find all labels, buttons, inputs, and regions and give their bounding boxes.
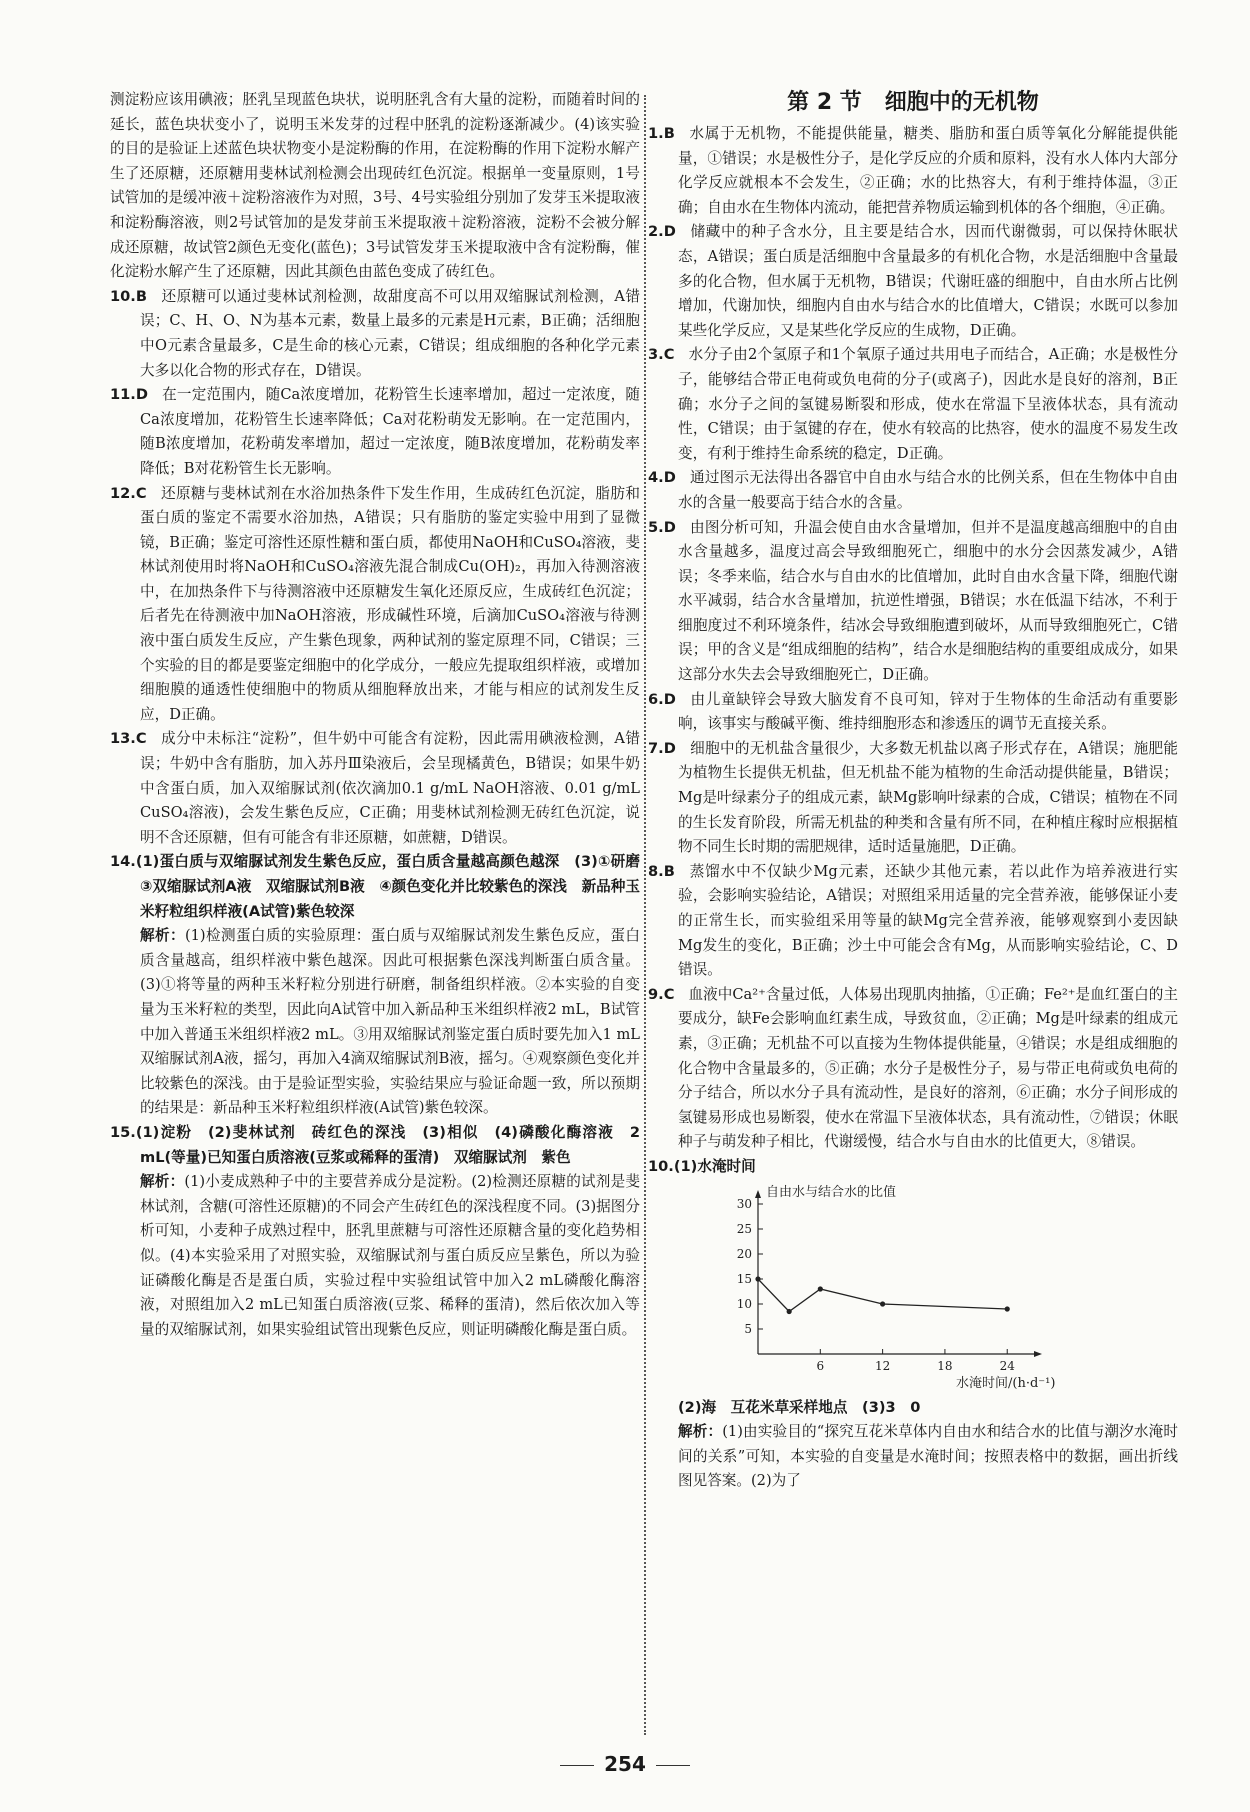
left-column: [110, 88, 655, 1342]
answer-item-r10: 10.(1)水淹时间: [648, 1157, 756, 1175]
answer-item-10: 10.B 还原糖可以通过斐林试剂检测，故甜度高不可以用双缩脲试剂检测，A错误；C、H、O、N为基本元素，数量上最多的元素是H元素，B正确；活细胞中O元素含量最多，C是生命的核心元素，C错误；组成细胞的各种化学元素大多以化合物的形式存在，D错误。: [110, 287, 640, 379]
data-point: [880, 1301, 885, 1306]
line-chart-svg: [708, 1182, 1078, 1392]
left-answer-items: [110, 285, 640, 851]
section-number: 第 2 节: [787, 90, 862, 115]
continued-paragraph: 测淀粉应该用碘液；胚乳呈现蓝色块状，说明胚乳含有大量的淀粉，而随着时间的延长，蓝色块状变小了，说明玉米发芽的过程中胚乳的淀粉逐渐减少。(4)该实验的目的是验证上述蓝色块状物变小是淀粉酶的作用，在淀粉酶的作用下淀粉水解产生了还原糖，还原糖用斐林试剂检测会出现砖红色沉淀。根据单一变量原则，1号试管加的是缓冲液＋淀粉溶液作为对照，3号、4号实验组分别加了发芽玉米提取液和淀粉酶溶液，则2号试管加的是发芽前玉米提取液＋淀粉溶液，淀粉不会被分解成还原糖，故试管2颜色无变化(蓝色)；3号试管发芽玉米提取液中含有淀粉酶，催化淀粉水解产生了还原糖，因此其颜色由蓝色变成了砖红色。: [110, 91, 640, 281]
page-number: 254: [0, 1752, 1250, 1776]
answer-item-r5: 5.D 由图分析可知，升温会使自由水含量增加，但并不是温度越高细胞中的自由水含量越多，温度过高会导致细胞死亡，细胞中的水分会因蒸发减少，A错误；冬季来临，结合水与自由水的比值增加，此时自由水含量下降，细胞代谢水平减弱，结合水含量增加，抗逆性增强，B错误；水在低温下结冰，不利于细胞度过不利环境条件，结冰会导致细胞遭到破坏，从而导致细胞死亡，C错误；甲的含义是“组成细胞的结构”，结合水是细胞结构的重要组成成分，如果这部分水失去会导致细胞死亡，D正确。: [648, 518, 1178, 684]
data-point: [787, 1308, 792, 1313]
line-chart: [708, 1182, 1078, 1392]
answer-item-11: 11.D 在一定范围内，随Ca浓度增加，花粉管生长速率增加，超过一定浓度，随Ca浓度增加，花粉管生长速率降低；Ca对花粉萌发无影响。在一定范围内，随B浓度增加，花粉萌发率增加，超过一定浓度，随B浓度增加，花粉萌发率降低；B对花粉管生长无影响。: [110, 386, 640, 477]
answer-item-15: 15.(1)淀粉 (2)斐林试剂 砖红色的深浅 (3)相似 (4)磷酸化酶溶液 2 mL(等量)已知蛋白质溶液(豆浆或稀释的蛋清) 双缩脲试剂 紫色: [110, 1123, 640, 1166]
x-tick-label: 24: [999, 1358, 1015, 1373]
x-tick-label: 6: [816, 1358, 825, 1373]
y-tick-label: 30: [736, 1196, 752, 1211]
answer-item-r4: 4.D 通过图示无法得出各器官中自由水与结合水的比例关系，但在生物体中自由水的含量一般要高于结合水的含量。: [648, 469, 1178, 511]
data-point: [1005, 1306, 1010, 1311]
answer-item-r1: 1.B 水属于无机物，不能提供能量，糖类、脂肪和蛋白质等氧化分解能提供能量，①错误；水是极性分子，是化学反应的介质和原料，没有水人体内大部分化学反应就根本不会发生，②正确；水的比热容大，有利于维持体温，③正确；自由水在生物体内流动，能把营养物质运输到机体的各个细胞，④正确。: [648, 125, 1178, 216]
answer-item-14: 14.(1)蛋白质与双缩脲试剂发生紫色反应，蛋白质含量越高颜色越深 (3)①研磨 ③双缩脲试剂A液 双缩脲试剂B液 ④颜色变化并比较紫色的深浅 新品种玉米籽粒组织样液(A试管)紫色较深: [110, 853, 655, 920]
section-name: 细胞中的无机物: [884, 90, 1039, 115]
answer-item-r8: 8.B 蒸馏水中不仅缺少Mg元素，还缺少其他元素，若以此作为培养液进行实验，会影响实验结论，A错误；对照组采用适量的完全营养液，能够保证小麦的正常生长，而实验组采用等量的缺Mg完全营养液，能够观察到小麦因缺Mg发生的变化，B正确；沙土中可能会含有Mg，从而影响实验结论，C、D错误。: [648, 862, 1178, 979]
analysis-14: 解析：(1)检测蛋白质的实验原理：蛋白质与双缩脲试剂发生紫色反应，蛋白质含量越高，组织样液中紫色越深。因此可根据紫色深浅判断蛋白质含量。(3)①将等量的两种玉米籽粒分别进行研磨，制备组织样液。②本实验的自变量为玉米籽粒的类型，因此向A试管中加入新品种玉米组织样液2 mL，B试管中加入普通玉米组织样液2 mL。③用双缩脲试剂鉴定蛋白质时要先加入1 mL双缩脲试剂A液，摇匀，再加入4滴双缩脲试剂B液，摇匀。④观察颜色变化并比较紫色的深浅。由于是验证型实验，实验结果应与验证命题一致，所以预期的结果是：新品种玉米籽粒组织样液(A试管)紫色较深。: [140, 927, 640, 1117]
y-tick-label: 25: [736, 1221, 752, 1236]
analysis-10: 解析：(1)由实验目的“探究互花米草体内自由水和结合水的比值与潮汐水淹时间的关系”可知，本实验的自变量是水淹时间；按照表格中的数据，画出折线图见答案。(2)为了: [678, 1423, 1178, 1490]
analysis-15: 解析：(1)小麦成熟种子中的主要营养成分是淀粉。(2)检测还原糖的试剂是斐林试剂，含糖(可溶性还原糖)的不同会产生砖红色的深浅程度不同。(3)据图分析可知，小麦种子成熟过程中，胚乳里蔗糖与可溶性还原糖含量的变化趋势相似。(4)本实验采用了对照实验，双缩脲试剂与蛋白质反应呈紫色，所以为验证磷酸化酶是否是蛋白质，实验过程中实验组试管中加入2 mL磷酸化酶溶液，对照组加入2 mL已知蛋白质溶液(豆浆、稀释的蛋清)，然后依次加入等量的双缩脲试剂，如果实验组试管出现紫色反应，则证明磷酸化酶是蛋白质。: [140, 1173, 640, 1338]
answer-item-r3: 3.C 水分子由2个氢原子和1个氧原子通过共用电子而结合，A正确；水是极性分子，能够结合带正电荷或负电荷的分子(或离子)，因此水是良好的溶剂，B正确；水分子之间的氢键易断裂和形成，使水在常温下呈液体状态，具有流动性，C错误；由于氢键的存在，使水有较高的比热容，使水的温度不易发生改变，有利于维持生命系统的稳定，D正确。: [648, 346, 1178, 462]
answer-10-part2: (2)海 互花米草采样地点 (3)3 0: [678, 1398, 921, 1416]
column-divider: [644, 95, 646, 1735]
x-axis-title: 水淹时间/(h·d⁻¹): [956, 1375, 1056, 1391]
x-tick-label: 18: [937, 1358, 953, 1373]
page-number-dash-right: [656, 1765, 690, 1766]
x-tick-label: 12: [874, 1358, 891, 1373]
data-point: [755, 1276, 760, 1281]
answer-item-12: 12.C 还原糖与斐林试剂在水浴加热条件下发生作用，生成砖红色沉淀，脂肪和蛋白质的鉴定不需要水浴加热，A错误；只有脂肪的鉴定实验中用到了显微镜，B正确；鉴定可溶性还原性糖和蛋白质，都使用NaOH和CuSO₄溶液，斐林试剂使用时将NaOH和CuSO₄溶液先混合制成Cu(OH)₂，再加入待测溶液中，在加热条件下与待测溶液中还原糖发生氧化还原反应，生成砖红色沉淀；后者先在待测液中加NaOH溶液，形成碱性环境，后滴加CuSO₄溶液与待测液中蛋白质发生反应，产生紫色现象，两种试剂的鉴定原理不同，C错误；三个实验的目的都是要鉴定细胞中的化学成分，一般应先提取组织样液，或增加细胞膜的通透性使细胞中的物质从细胞释放出来，才能与相应的试剂发生反应，D正确。: [110, 484, 640, 723]
right-column: [648, 88, 1178, 1494]
y-axis-arrow: [755, 1190, 761, 1198]
answer-item-r7: 7.D 细胞中的无机盐含量很少，大多数无机盐以离子形式存在，A错误；施肥能为植物生长提供无机盐，但无机盐不能为植物的生命活动提供能量，B错误；Mg是叶绿素分子的组成元素，缺Mg影响叶绿素的合成，C错误；植物在不同的生长发育阶段，所需无机盐的种类和含量有所不同，在种植庄稼时应根据植物不同生长时期的需肥规律，适时适量施肥，D正确。: [648, 739, 1178, 856]
y-tick-label: 5: [744, 1321, 752, 1336]
answer-item-13: 13.C 成分中未标注“淀粉”，但牛奶中可能含有淀粉，因此需用碘液检测，A错误；牛奶中含有脂肪，加入苏丹Ⅲ染液后，会呈现橘黄色，B错误；如果牛奶中含蛋白质，加入双缩脲试剂(依次滴加0.1 g/mL NaOH溶液、0.01 g/mL CuSO₄溶液)，会发生紫色反应，C正确；用斐林试剂检测无砖红色沉淀，说明不含还原糖，但有可能含有非还原糖，如蔗糖，D错误。: [110, 730, 640, 846]
x-axis-arrow: [1034, 1351, 1042, 1357]
page-number-dash-left: [560, 1765, 594, 1766]
answer-item-r6: 6.D 由儿童缺锌会导致大脑发育不良可知，锌对于生物体的生命活动有重要影响，该事实与酸碱平衡、维持细胞形态和渗透压的调节无直接关系。: [648, 690, 1178, 733]
y-axis-title: 自由水与结合水的比值: [766, 1184, 897, 1200]
series-line: [758, 1279, 1007, 1312]
answer-item-r2: 2.D 储藏中的种子含水分，且主要是结合水，因而代谢微弱，可以保持休眠状态，A错误；蛋白质是活细胞中含量最多的有机化合物，水是活细胞中含量最多的化合物，但水属于无机物，B错误；代谢旺盛的细胞中，自由水所占比例增加，代谢加快，细胞内自由水与结合水的比值增大，C错误；水既可以参加某些化学反应，又是某些化学反应的生成物，D正确。: [648, 223, 1178, 339]
y-tick-label: 15: [736, 1271, 752, 1286]
y-tick-label: 10: [736, 1296, 752, 1311]
y-tick-label: 20: [736, 1246, 752, 1261]
data-point: [818, 1286, 823, 1291]
section-title: [648, 88, 1178, 118]
answer-item-r9: 9.C 血液中Ca²⁺含量过低，人体易出现肌肉抽搐，①正确；Fe²⁺是血红蛋白的主要成分，缺Fe会影响血红素生成，导致贫血，②正确；Mg是叶绿素的组成元素，③正确；无机盐不可以直接为生物体提供能量，④错误；水是组成细胞的化合物中含量最多的，⑤正确；水分子是极性分子，易与带正电荷或负电荷的分子结合，所以水分子具有流动性，是良好的溶剂，⑥正确；水分子间形成的氢键易形成也易断裂，使水在常温下呈液体状态，具有流动性，⑦错误；休眠种子与萌发种子相比，代谢缓慢，结合水与自由水的比值更大，⑧错误。: [648, 985, 1178, 1151]
